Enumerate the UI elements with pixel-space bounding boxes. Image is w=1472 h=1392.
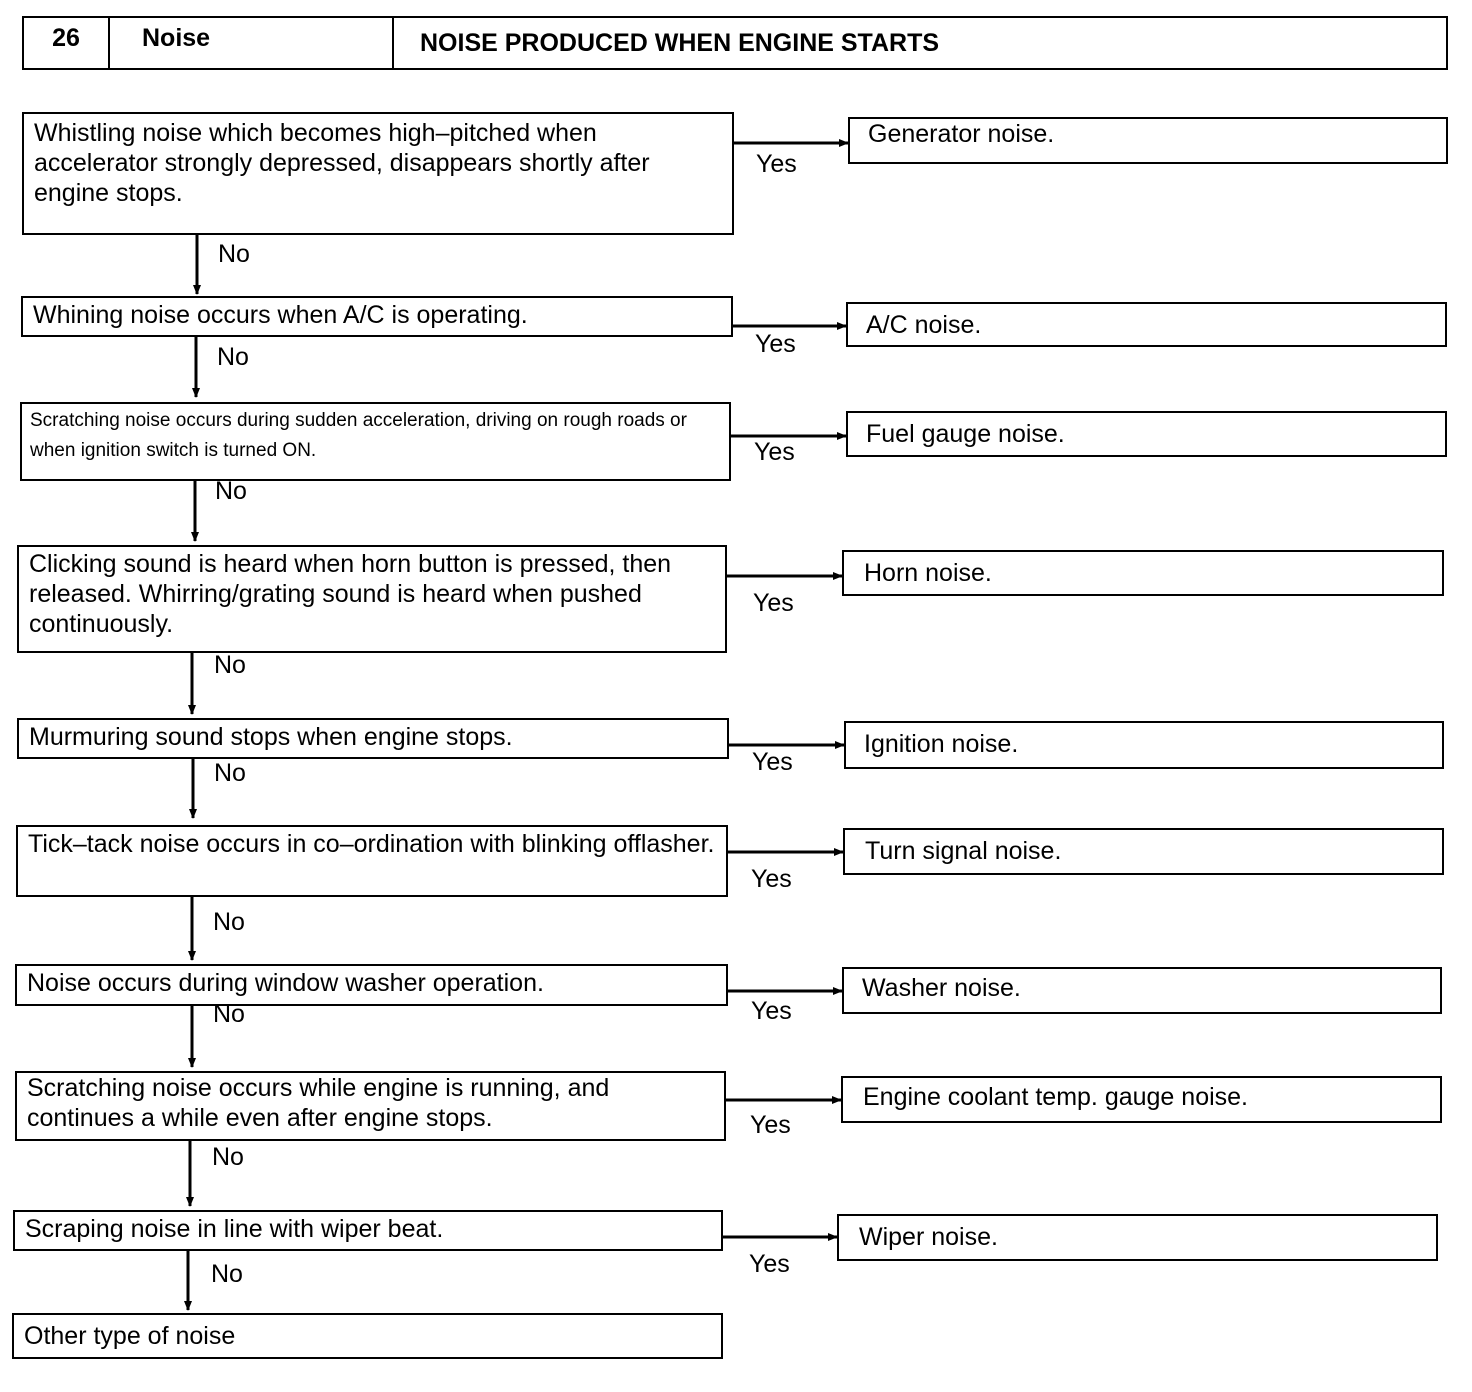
no-label: No	[218, 240, 250, 268]
question-box-7	[15, 964, 728, 1006]
yes-label: Yes	[749, 1250, 790, 1278]
no-label: No	[215, 477, 247, 505]
question-text: Clicking sound is heard when horn button is pressed, then released. Whirring/grating sound is heard when pushed continuously.	[29, 550, 672, 638]
question-box-8	[15, 1071, 726, 1141]
section-number: 26	[24, 18, 110, 68]
result-text: Washer noise.	[862, 974, 1021, 1002]
result-text: A/C noise.	[866, 311, 982, 339]
yes-label: Yes	[752, 748, 793, 776]
result-box-9	[837, 1214, 1438, 1261]
result-box-6	[843, 828, 1444, 875]
question-box-1	[22, 112, 734, 235]
result-text: Horn noise.	[864, 559, 992, 587]
no-label: No	[214, 759, 246, 787]
no-label: No	[217, 343, 249, 371]
question-box-4	[17, 545, 727, 653]
final-result-text: Other type of noise	[24, 1322, 236, 1350]
result-text: Ignition noise.	[864, 730, 1019, 758]
final-result-box	[12, 1313, 723, 1359]
question-text: Tick–tack noise occurs in co–ordination with blinking offlasher.	[28, 830, 715, 858]
section-category: Noise	[110, 18, 394, 68]
yes-label: Yes	[751, 865, 792, 893]
question-text: Murmuring sound stops when engine stops.	[29, 723, 513, 751]
result-box-2	[846, 302, 1447, 347]
page-title: NOISE PRODUCED WHEN ENGINE STARTS	[420, 28, 940, 57]
question-text: Scratching noise occurs while engine is running, and continues a while even after engine stops.	[27, 1074, 610, 1132]
question-box-9	[13, 1210, 723, 1251]
no-label: No	[214, 651, 246, 679]
result-box-4	[842, 550, 1444, 596]
yes-label: Yes	[754, 438, 795, 466]
question-box-2	[21, 296, 733, 337]
question-text: Scraping noise in line with wiper beat.	[25, 1215, 444, 1243]
result-text: Wiper noise.	[859, 1223, 998, 1251]
result-text: Fuel gauge noise.	[866, 420, 1065, 448]
yes-label: Yes	[753, 589, 794, 617]
result-text: Generator noise.	[868, 120, 1055, 148]
result-box-8	[841, 1076, 1442, 1123]
yes-label: Yes	[756, 150, 797, 178]
result-text: Turn signal noise.	[865, 837, 1062, 865]
question-text: Noise occurs during window washer operation.	[27, 969, 544, 997]
result-text: Engine coolant temp. gauge noise.	[863, 1083, 1248, 1111]
question-text: Whistling noise which becomes high–pitched when accelerator strongly depressed, disappears shortly after engine stops.	[34, 119, 650, 207]
result-box-3	[846, 411, 1447, 457]
yes-label: Yes	[750, 1111, 791, 1139]
question-box-5	[17, 718, 729, 759]
result-box-7	[842, 967, 1442, 1014]
question-text: Whining noise occurs when A/C is operating.	[33, 301, 528, 329]
yes-label: Yes	[751, 997, 792, 1025]
no-label: No	[213, 1000, 245, 1028]
result-box-1	[848, 117, 1448, 164]
no-label: No	[213, 908, 245, 936]
question-box-6	[16, 825, 728, 897]
question-text: Scratching noise occurs during sudden acceleration, driving on rough roads or when ignition switch is turned ON.	[30, 410, 687, 461]
result-box-5	[844, 721, 1444, 769]
yes-label: Yes	[755, 330, 796, 358]
no-label: No	[212, 1143, 244, 1171]
no-label: No	[211, 1260, 243, 1288]
question-box-3	[20, 402, 731, 481]
